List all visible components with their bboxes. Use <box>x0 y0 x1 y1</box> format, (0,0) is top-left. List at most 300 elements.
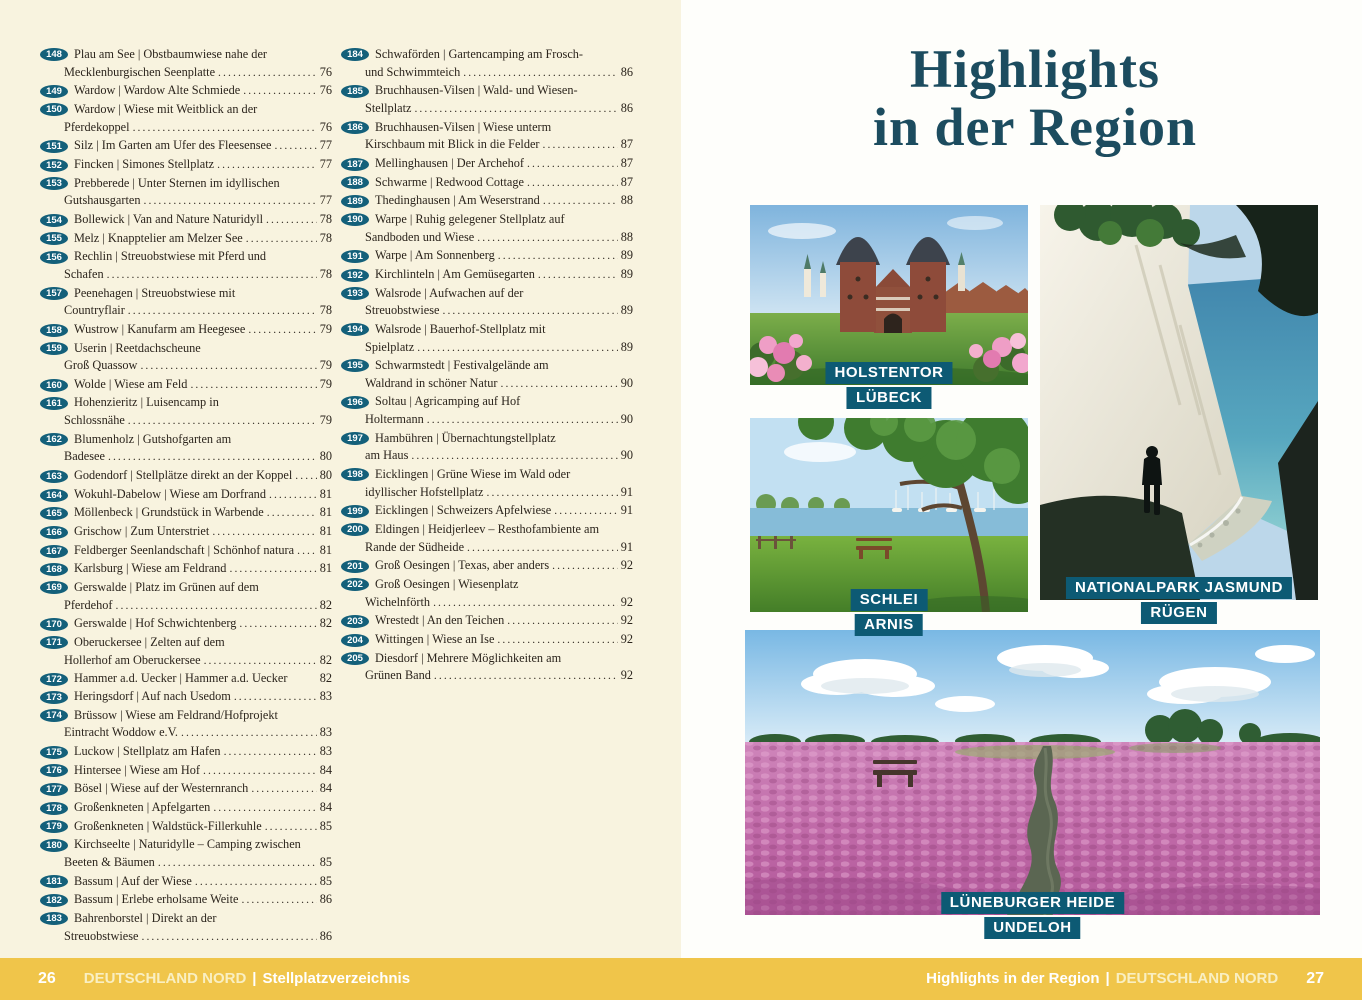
entry-page-number: 85 <box>319 873 332 888</box>
entry-number-badge: 205 <box>341 652 369 665</box>
entry-title: Thedinghausen | Am Weserstrand <box>375 193 540 208</box>
entry-page-number: 84 <box>319 781 332 796</box>
dot-leader <box>224 743 317 762</box>
entry-number-badge: 153 <box>40 177 68 190</box>
toc-entry-line <box>40 175 332 193</box>
toc-entry-line <box>40 724 332 743</box>
toc-entry[interactable] <box>40 743 332 762</box>
entry-number-badge: 170 <box>40 618 68 631</box>
toc-entry-line <box>40 780 332 799</box>
toc-column-1 <box>40 46 332 946</box>
entry-number-badge: 148 <box>40 48 68 61</box>
toc-entry-line <box>341 321 633 339</box>
entry-number-badge: 185 <box>341 85 369 98</box>
dot-leader <box>538 266 618 285</box>
page-number-right: 27 <box>1306 970 1324 987</box>
entry-number-badge: 190 <box>341 213 369 226</box>
entry-page-number: 82 <box>319 616 332 631</box>
footer-left <box>38 970 410 988</box>
toc-entry-line <box>40 266 332 285</box>
entry-page-number: 90 <box>620 412 633 427</box>
toc-entry[interactable] <box>341 521 633 557</box>
dot-leader <box>414 100 617 119</box>
entry-title: am Haus <box>365 448 409 463</box>
toc-entry[interactable] <box>341 247 633 266</box>
table-of-contents <box>0 0 681 946</box>
entry-page-number: 77 <box>319 193 332 208</box>
entry-title: Warpe | Am Sonnenberg <box>375 248 495 263</box>
toc-entry[interactable] <box>40 46 332 82</box>
entry-page-number: 82 <box>319 671 332 686</box>
toc-entry-line <box>40 211 332 230</box>
entry-title: Melz | Knapptelier am Melzer See <box>74 230 243 245</box>
entry-number-badge: 188 <box>341 176 369 189</box>
dot-leader <box>467 539 618 558</box>
toc-entry[interactable] <box>341 650 633 686</box>
entry-title: Bösel | Wiese auf der Westernranch <box>74 781 249 796</box>
toc-entry[interactable] <box>40 707 332 743</box>
toc-entry[interactable] <box>40 285 332 321</box>
toc-entry[interactable] <box>341 557 633 576</box>
entry-title: Mecklenburgischen Seenplatte <box>64 64 216 79</box>
toc-entry[interactable] <box>40 248 332 284</box>
entry-title: Walsrode | Aufwachen auf der <box>375 285 524 300</box>
dot-leader <box>427 411 618 430</box>
dot-leader <box>239 615 316 634</box>
entry-title: Schafen <box>64 266 104 281</box>
entry-title: Plau am See | Obstbaumwiese nahe der <box>74 47 268 61</box>
toc-entry-line <box>40 248 332 266</box>
footer-right <box>926 970 1324 988</box>
toc-entry-line <box>40 302 332 321</box>
entry-number-badge: 189 <box>341 195 369 208</box>
entry-page-number: 79 <box>319 376 332 391</box>
toc-entry-line <box>40 431 332 449</box>
dot-leader <box>442 302 617 321</box>
entry-page-number: 92 <box>620 594 633 609</box>
entry-title: Eldingen | Heidjerleev – Resthofambiente am <box>375 522 600 537</box>
dot-leader <box>140 357 316 376</box>
toc-entry[interactable] <box>341 466 633 502</box>
entry-page-number: 91 <box>620 539 633 554</box>
entry-number-badge: 165 <box>40 507 68 520</box>
entry-page-number: 78 <box>319 266 332 281</box>
entry-number-badge: 197 <box>341 432 369 445</box>
toc-entry[interactable] <box>40 523 332 542</box>
toc-entry[interactable] <box>341 357 633 393</box>
entry-title: Bahrenborstel | Direkt an der <box>74 910 217 925</box>
dot-leader <box>141 928 316 947</box>
toc-entry-line <box>40 707 332 725</box>
dot-leader <box>543 192 618 211</box>
entry-page-number: 81 <box>319 524 332 539</box>
toc-entry[interactable] <box>341 576 633 612</box>
dot-leader <box>195 873 317 892</box>
dot-leader <box>116 597 317 616</box>
entry-page-number: 92 <box>620 558 633 573</box>
toc-entry[interactable] <box>341 174 633 193</box>
toc-entry[interactable] <box>40 615 332 634</box>
dot-leader <box>181 724 317 743</box>
entry-number-badge: 173 <box>40 691 68 704</box>
entry-title: Kirschbaum mit Blick in die Felder <box>365 137 540 152</box>
dot-leader <box>265 818 317 837</box>
toc-entry[interactable] <box>40 836 332 872</box>
entry-page-number: 89 <box>620 266 633 281</box>
toc-entry-line <box>40 634 332 652</box>
toc-entry[interactable] <box>40 101 332 137</box>
entry-title: Gerswalde | Hof Schwichtenberg <box>74 616 237 631</box>
photo-label-group <box>851 589 928 636</box>
entry-title: Pferdekoppel <box>64 119 130 134</box>
dot-leader <box>158 854 317 873</box>
entry-page-number: 76 <box>319 83 332 98</box>
entry-page-number: 92 <box>620 632 633 646</box>
toc-entry-line <box>341 375 633 394</box>
entry-number-badge: 168 <box>40 563 68 576</box>
toc-entry[interactable] <box>40 780 332 799</box>
toc-entry[interactable] <box>40 376 332 395</box>
photo-label-group <box>1066 577 1292 624</box>
dot-leader <box>417 339 618 358</box>
toc-entry-line <box>40 836 332 854</box>
dot-leader <box>463 64 617 83</box>
toc-entry-line <box>40 46 332 64</box>
toc-entry[interactable] <box>341 82 633 118</box>
entry-title: Hambühren | Übernachtungstellplatz <box>375 430 556 445</box>
entry-title: Kirchlinteln | Am Gemüsegarten <box>375 266 535 281</box>
toc-entry-line <box>40 560 332 579</box>
entry-title: Godendorf | Stellplätze direkt an der Koppel <box>74 468 293 483</box>
entry-page-number: 83 <box>319 725 332 740</box>
dot-leader <box>554 502 617 521</box>
entry-page-number: 78 <box>319 211 332 226</box>
entry-title: Karlsburg | Wiese am Feldrand <box>74 561 227 576</box>
toc-entry-line <box>40 486 332 505</box>
dot-leader <box>229 560 316 579</box>
toc-entry-line <box>40 394 332 412</box>
page-footer <box>0 958 1362 1000</box>
toc-entry-line <box>341 502 633 521</box>
photo-schlei <box>750 418 1028 633</box>
entry-page-number: 87 <box>620 155 633 170</box>
dot-leader <box>234 688 317 707</box>
dot-leader <box>246 230 317 249</box>
entry-page-number: 90 <box>620 448 633 463</box>
entry-title: Bruchhausen-Vilsen | Wald- und Wiesen- <box>375 83 578 98</box>
photo-holstentor <box>750 205 1028 406</box>
dot-leader <box>527 155 618 174</box>
toc-entry[interactable] <box>40 340 332 376</box>
toc-entry[interactable] <box>341 46 633 82</box>
entry-number-badge: 155 <box>40 232 68 245</box>
entry-page-number: 78 <box>319 303 332 318</box>
toc-entry[interactable] <box>341 155 633 174</box>
dot-leader <box>433 594 618 613</box>
entry-number-badge: 179 <box>40 820 68 833</box>
left-page <box>0 0 681 958</box>
entry-number-badge: 201 <box>341 560 369 573</box>
entry-number-badge: 202 <box>341 578 369 591</box>
entry-title: Soltau | Agricamping auf Hof <box>375 394 521 409</box>
toc-entry[interactable] <box>341 430 633 466</box>
dot-leader <box>274 137 316 156</box>
dot-leader <box>411 447 617 466</box>
entry-title: Groß Oesingen | Wiesenplatz <box>375 577 519 592</box>
toc-entry[interactable] <box>40 230 332 249</box>
entry-page-number: 91 <box>620 484 633 499</box>
entry-number-badge: 150 <box>40 103 68 116</box>
footer-separator: | <box>252 970 257 987</box>
dot-leader <box>248 321 316 340</box>
toc-entry[interactable] <box>40 818 332 837</box>
toc-entry-line <box>40 743 332 762</box>
toc-entry-line <box>40 376 332 395</box>
toc-entry-line <box>40 928 332 947</box>
toc-entry-line <box>341 266 633 285</box>
toc-entry[interactable] <box>40 762 332 781</box>
entry-title: Streuobstwiese <box>64 928 139 943</box>
toc-entry-line <box>341 631 633 650</box>
toc-entry[interactable] <box>40 175 332 211</box>
toc-entry[interactable] <box>40 799 332 818</box>
entry-number-badge: 204 <box>341 634 369 647</box>
photo-label-line2: ARNIS <box>855 614 923 636</box>
entry-title: Hammer a.d. Uecker | Hammer a.d. Uecker <box>74 671 288 686</box>
toc-entry-line <box>341 521 633 539</box>
footer-subtitle-left: Stellplatzverzeichnis <box>262 970 411 987</box>
toc-entry-line <box>40 340 332 358</box>
page-number-left: 26 <box>38 970 56 987</box>
toc-entry[interactable] <box>40 321 332 340</box>
entry-title: Waldrand in schöner Natur <box>365 375 498 390</box>
entry-title: Feldberger Seenlandschaft | Schönhof natura <box>74 542 295 557</box>
entry-title: Silz | Im Garten am Ufer des Fleesensee <box>74 138 272 153</box>
entry-title: Schlossnähe <box>64 413 125 428</box>
toc-entry-line <box>341 229 633 248</box>
entry-number-badge: 187 <box>341 158 369 171</box>
toc-entry-line <box>341 174 633 193</box>
toc-entry-line <box>341 155 633 174</box>
toc-entry-line <box>40 467 332 486</box>
entry-number-badge: 163 <box>40 470 68 483</box>
toc-entry[interactable] <box>341 612 633 631</box>
entry-title: Wolde | Wiese am Feld <box>74 376 188 391</box>
toc-entry-line <box>341 285 633 303</box>
entry-number-badge: 198 <box>341 468 369 481</box>
entry-number-badge: 176 <box>40 764 68 777</box>
toc-entry-line <box>40 891 332 910</box>
entry-page-number: 86 <box>620 64 633 79</box>
entry-title: Userin | Reetdachscheune <box>74 340 201 355</box>
toc-entry[interactable] <box>40 486 332 505</box>
dot-leader <box>501 375 618 394</box>
toc-entry[interactable] <box>341 631 633 650</box>
toc-entry[interactable] <box>40 504 332 523</box>
toc-entry[interactable] <box>40 542 332 561</box>
toc-entry-line <box>341 192 633 211</box>
toc-entry-line <box>40 542 332 561</box>
entry-number-badge: 191 <box>341 250 369 263</box>
footer-section-left: DEUTSCHLAND NORD <box>83 970 247 987</box>
holstentor-image <box>750 205 1028 385</box>
dot-leader <box>497 631 617 650</box>
dot-leader <box>297 542 317 561</box>
entry-number-badge: 167 <box>40 545 68 558</box>
entry-number-badge: 151 <box>40 140 68 153</box>
entry-number-badge: 192 <box>341 269 369 282</box>
entry-page-number: 80 <box>319 468 332 483</box>
entry-title: Hohenzieritz | Luisencamp in <box>74 395 219 410</box>
dot-leader <box>552 557 618 576</box>
toc-entry[interactable] <box>341 211 633 247</box>
toc-entry[interactable] <box>341 321 633 357</box>
toc-entry[interactable] <box>40 688 332 707</box>
dot-leader <box>204 652 317 671</box>
entry-title: und Schwimmteich <box>365 64 461 79</box>
entry-number-badge: 152 <box>40 159 68 172</box>
dot-leader <box>212 523 316 542</box>
footer-title-right: Highlights in der Region <box>926 970 1100 987</box>
entry-title: Wichelnförth <box>365 594 431 609</box>
toc-entry-line <box>341 100 633 119</box>
entry-title: Kirchseelte | Naturidylle – Camping zwischen <box>74 837 301 852</box>
heide-image <box>745 630 1320 915</box>
entry-page-number: 77 <box>319 138 332 153</box>
toc-entry-line <box>40 799 332 818</box>
entry-title: Wustrow | Kanufarm am Heegesee <box>74 321 246 336</box>
entry-title: Schwaförden | Gartencamping am Frosch- <box>375 47 584 61</box>
entry-number-badge: 159 <box>40 342 68 355</box>
toc-entry[interactable] <box>40 394 332 430</box>
entry-page-number: 76 <box>319 64 332 79</box>
toc-entry-line <box>40 688 332 707</box>
dot-leader <box>218 64 317 83</box>
entry-page-number: 83 <box>319 743 332 758</box>
toc-entry-line <box>40 670 332 688</box>
dot-leader <box>498 247 618 266</box>
toc-entry-line <box>341 82 633 100</box>
toc-entry[interactable] <box>341 502 633 521</box>
entry-title: Oberuckersee | Zelten auf dem <box>74 635 225 649</box>
toc-entry[interactable] <box>40 431 332 467</box>
toc-entry-line <box>40 64 332 83</box>
entry-page-number: 89 <box>620 303 633 318</box>
toc-entry-line <box>341 46 633 64</box>
toc-entry[interactable] <box>40 82 332 101</box>
toc-entry-line <box>341 411 633 430</box>
entry-title: Eintracht Woddow e.V. <box>64 725 178 740</box>
entry-number-badge: 203 <box>341 615 369 628</box>
entry-title: Rande der Südheide <box>365 539 465 554</box>
toc-entry-line <box>40 615 332 634</box>
entry-number-badge: 158 <box>40 324 68 337</box>
toc-entry[interactable] <box>40 910 332 946</box>
page-title-line1: Highlights <box>909 39 1161 99</box>
dot-leader <box>267 504 317 523</box>
toc-entry[interactable] <box>40 634 332 670</box>
entry-title: Warpe | Ruhig gelegener Stellplatz auf <box>375 211 565 226</box>
dot-leader <box>128 412 317 431</box>
toc-entry[interactable] <box>40 873 332 892</box>
entry-page-number: 81 <box>319 542 332 557</box>
toc-entry-line <box>40 762 332 781</box>
entry-page-number: 79 <box>319 321 332 336</box>
entry-page-number: 83 <box>319 688 332 703</box>
toc-entry[interactable] <box>40 670 332 688</box>
toc-entry[interactable] <box>40 560 332 579</box>
footer-section-right: DEUTSCHLAND NORD <box>1115 970 1279 987</box>
entry-title: Blumenholz | Gutshofgarten am <box>74 431 232 446</box>
dot-leader <box>527 174 618 193</box>
toc-entry-line <box>341 594 633 613</box>
toc-entry[interactable] <box>341 266 633 285</box>
entry-number-badge: 183 <box>40 912 68 925</box>
entry-page-number: 84 <box>319 799 332 814</box>
toc-entry[interactable] <box>40 137 332 156</box>
toc-entry[interactable] <box>341 119 633 155</box>
entry-title: Wrestedt | An den Teichen <box>375 613 505 628</box>
entry-page-number: 89 <box>620 339 633 354</box>
toc-entry-line <box>40 597 332 616</box>
toc-entry-line <box>341 612 633 631</box>
toc-entry[interactable] <box>40 579 332 615</box>
entry-title: Wardow | Wiese mit Weitblick an der <box>74 101 258 116</box>
toc-entry[interactable] <box>341 285 633 321</box>
dot-leader <box>266 211 317 230</box>
toc-entry-line <box>341 64 633 83</box>
entry-title: Beeten & Bäumen <box>64 854 155 869</box>
toc-entry-line <box>40 321 332 340</box>
dot-leader <box>241 891 316 910</box>
toc-entry[interactable] <box>40 467 332 486</box>
toc-entry[interactable] <box>40 891 332 910</box>
photo-label-line2: UNDELOH <box>984 917 1080 939</box>
dot-leader <box>434 667 618 686</box>
toc-entry[interactable] <box>40 156 332 175</box>
entry-number-badge: 184 <box>341 48 369 61</box>
schlei-image <box>750 418 1028 612</box>
entry-title: Heringsdorf | Auf nach Usedom <box>74 688 231 703</box>
entry-number-badge: 164 <box>40 489 68 502</box>
toc-entry[interactable] <box>341 192 633 211</box>
entry-page-number: 86 <box>319 928 332 943</box>
photo-label-line1: HOLSTENTOR <box>825 362 952 384</box>
entry-title: Hintersee | Wiese am Hof <box>74 762 201 777</box>
entry-title: Grischow | Zum Unterstriet <box>74 524 210 539</box>
entry-number-badge: 195 <box>341 359 369 372</box>
entry-title: Brüssow | Wiese am Feldrand/Hofprojekt <box>74 707 278 722</box>
entry-page-number: 84 <box>319 762 332 777</box>
entry-page-number: 92 <box>620 613 633 628</box>
entry-title: Wittingen | Wiese an Ise <box>375 632 495 646</box>
entry-number-badge: 160 <box>40 379 68 392</box>
jasmund-image <box>1040 205 1318 600</box>
toc-entry[interactable] <box>341 393 633 429</box>
entry-title: Mellinghausen | Der Archehof <box>375 155 524 170</box>
toc-entry-line <box>40 652 332 671</box>
toc-entry-line <box>341 302 633 321</box>
entry-title: Bassum | Erlebe erholsame Weite <box>74 892 239 907</box>
entry-page-number: 79 <box>319 358 332 373</box>
toc-entry-line <box>40 873 332 892</box>
entry-number-badge: 194 <box>341 323 369 336</box>
toc-entry-line <box>341 211 633 229</box>
toc-entry[interactable] <box>40 211 332 230</box>
entry-title: Hollerhof am Oberuckersee <box>64 652 201 667</box>
entry-title: Prebberede | Unter Sternen im idyllischen <box>74 175 280 190</box>
entry-page-number: 85 <box>319 818 332 833</box>
